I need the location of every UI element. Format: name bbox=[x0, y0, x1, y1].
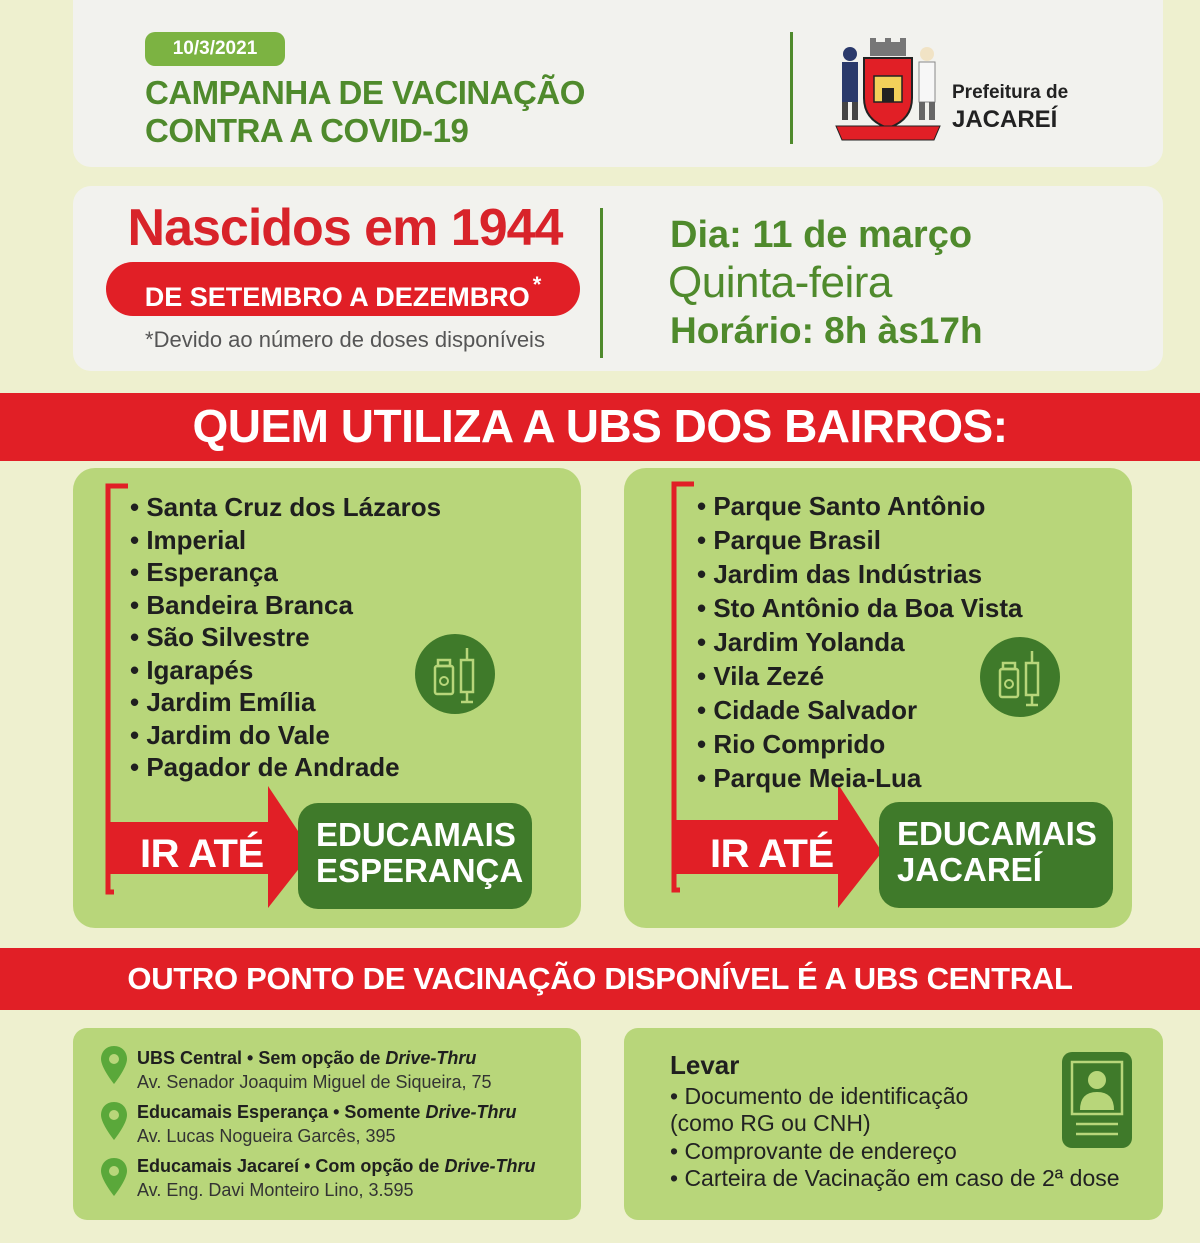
list-item: • Bandeira Branca bbox=[130, 589, 441, 622]
list-item: • Rio Comprido bbox=[697, 727, 1022, 761]
list-item: • Vila Zezé bbox=[697, 659, 1022, 693]
list-item: • Sto Antônio da Boa Vista bbox=[697, 591, 1022, 625]
birth-year-title: Nascidos em 1944 bbox=[127, 199, 563, 257]
list-item: • Pagador de Andrade bbox=[130, 751, 441, 784]
right-neighborhood-list bbox=[697, 489, 1022, 795]
list-item: • Cidade Salvador bbox=[697, 693, 1022, 727]
location-title: Educamais Esperança • Somente Drive-Thru bbox=[137, 1102, 517, 1122]
bring-title: Levar bbox=[670, 1050, 740, 1080]
birth-months-pill bbox=[106, 262, 580, 316]
city-name: JACAREÍ bbox=[952, 106, 1058, 133]
location-title: UBS Central • Sem opção de Drive-Thru bbox=[137, 1048, 477, 1068]
schedule-day: Dia: 11 de março bbox=[670, 214, 973, 256]
prefeitura-label: Prefeitura de bbox=[952, 82, 1069, 103]
location-pin-icon bbox=[101, 1158, 127, 1196]
vaccine-icon bbox=[980, 637, 1060, 717]
left-neighborhood-list bbox=[130, 491, 441, 784]
destination-line2: JACAREÍ bbox=[897, 851, 1042, 888]
info-divider bbox=[600, 208, 603, 358]
list-item: • São Silvestre bbox=[130, 621, 441, 654]
location-pin-icon bbox=[101, 1046, 127, 1084]
destination-box bbox=[298, 803, 532, 909]
schedule-time: Horário: 8h às17h bbox=[670, 310, 983, 351]
date-badge: 10/3/2021 bbox=[145, 32, 285, 66]
go-to-label: IR ATÉ bbox=[140, 832, 264, 876]
list-item: • Parque Santo Antônio bbox=[697, 489, 1022, 523]
destination-box bbox=[879, 802, 1113, 908]
location-address: Av. Senador Joaquim Miguel de Siqueira, 75 bbox=[137, 1072, 492, 1092]
list-item: • Parque Brasil bbox=[697, 523, 1022, 557]
bring-item: (como RG ou CNH) bbox=[670, 1110, 871, 1136]
destination-line1: EDUCAMAIS bbox=[897, 815, 1097, 852]
doses-footnote: *Devido ao número de doses disponíveis bbox=[145, 327, 545, 352]
bring-item: • Documento de identificação bbox=[670, 1083, 969, 1109]
city-crest-icon bbox=[830, 36, 946, 144]
birth-months-text: DE SETEMBRO A DEZEMBRO bbox=[144, 282, 530, 312]
id-card-icon bbox=[1062, 1052, 1132, 1148]
bring-item: • Carteira de Vacinação em caso de 2ª dose bbox=[670, 1165, 1120, 1191]
location-title: Educamais Jacareí • Com opção de Drive-Thru bbox=[137, 1156, 536, 1176]
bring-item: • Comprovante de endereço bbox=[670, 1138, 957, 1164]
destination-line1: EDUCAMAIS bbox=[316, 816, 516, 853]
go-to-label: IR ATÉ bbox=[710, 832, 834, 876]
list-item: • Parque Meia-Lua bbox=[697, 761, 1022, 795]
list-item: • Santa Cruz dos Lázaros bbox=[130, 491, 441, 524]
campaign-title-line1: CAMPANHA DE VACINAÇÃO bbox=[145, 74, 585, 111]
list-item: • Jardim Yolanda bbox=[697, 625, 1022, 659]
vaccine-icon bbox=[415, 634, 495, 714]
ubs-banner: QUEM UTILIZA A UBS DOS BAIRROS: bbox=[0, 393, 1200, 461]
schedule-weekday: Quinta-feira bbox=[668, 258, 892, 307]
list-item: • Igarapés bbox=[130, 654, 441, 687]
list-item: • Jardim do Vale bbox=[130, 719, 441, 752]
list-item: • Jardim Emília bbox=[130, 686, 441, 719]
list-item: • Esperança bbox=[130, 556, 441, 589]
location-address: Av. Lucas Nogueira Garcês, 395 bbox=[137, 1126, 396, 1146]
destination-line2: ESPERANÇA bbox=[316, 852, 524, 889]
list-item: • Jardim das Indústrias bbox=[697, 557, 1022, 591]
footnote-mark: * bbox=[532, 272, 542, 297]
header-divider bbox=[790, 32, 793, 144]
location-address: Av. Eng. Davi Monteiro Lino, 3.595 bbox=[137, 1180, 414, 1200]
list-item: • Imperial bbox=[130, 524, 441, 557]
location-pin-icon bbox=[101, 1102, 127, 1140]
campaign-title-line2: CONTRA A COVID-19 bbox=[145, 112, 469, 149]
other-location-banner: OUTRO PONTO DE VACINAÇÃO DISPONÍVEL É A UBS CENTRAL bbox=[0, 948, 1200, 1010]
